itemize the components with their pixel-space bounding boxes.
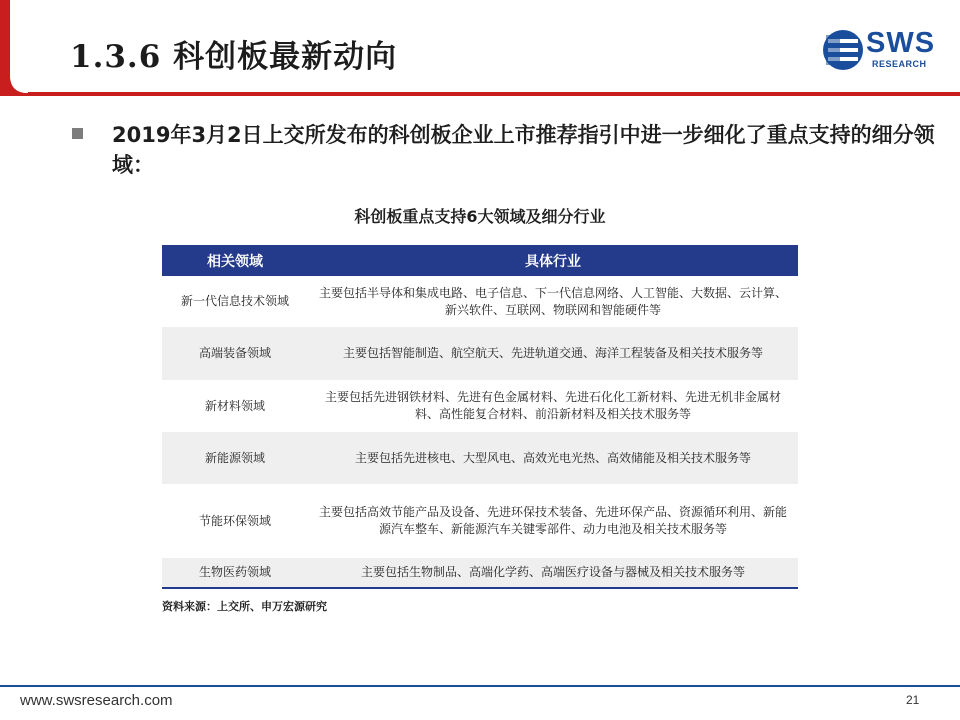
field-cell: 节能环保领域 [162,484,308,558]
field-cell: 高端装备领域 [162,327,308,380]
logo-subtext: RESEARCH [872,59,927,69]
industries-cell: 主要包括生物制品、高端化学药、高端医疗设备与器械及相关技术服务等 [308,558,798,588]
table-row [162,484,798,558]
field-cell: 生物医药领域 [162,558,308,588]
table-header-row [162,245,798,276]
industries-cell: 主要包括先进核电、大型风电、高效光电光热、高效储能及相关技术服务等 [308,432,798,484]
bullet-square-icon [72,128,83,139]
table-row [162,276,798,327]
table-row [162,380,798,432]
sws-logo [822,25,944,75]
slide-title: 1.3.6 科创板最新动向 [70,39,398,75]
column-header-industries: 具体行业 [308,245,798,276]
column-header-field: 相关领域 [162,245,308,276]
logo-wordmark: SWS [866,27,936,59]
headline-text: 2019年3月2日上交所发布的科创板企业上市推荐指引中进一步细化了重点支持的细分领域： [112,123,935,177]
sws-logo-icon [822,26,864,74]
table-row [162,327,798,380]
table-row [162,558,798,588]
industries-cell: 主要包括智能制造、航空航天、先进轨道交通、海洋工程装备及相关技术服务等 [308,327,798,380]
field-cell: 新材料领域 [162,380,308,432]
table-caption: 科创板重点支持6大领域及细分行业 [354,207,606,226]
table-row [162,432,798,484]
field-cell: 新一代信息技术领域 [162,276,308,327]
sector-table [162,245,798,589]
source-note: 资料来源：上交所、申万宏源研究 [162,600,327,613]
page-number: 21 [906,693,920,707]
industries-cell: 主要包括高效节能产品及设备、先进环保技术装备、先进环保产品、资源循环利用、新能源汽车整车、新能源汽车关键零部件、动力电池及相关技术服务等 [308,484,798,558]
industries-cell: 主要包括先进钢铁材料、先进有色金属材料、先进石化化工新材料、先进无机非金属材料、高性能复合材料、前沿新材料及相关技术服务等 [308,380,798,432]
slide-header [0,0,960,96]
field-cell: 新能源领域 [162,432,308,484]
industries-cell: 主要包括半导体和集成电路、电子信息、下一代信息网络、人工智能、大数据、云计算、新兴软件、互联网、物联网和智能硬件等 [308,276,798,327]
footer-divider [0,685,960,687]
footer-website-link[interactable]: www.swsresearch.com [20,692,173,709]
